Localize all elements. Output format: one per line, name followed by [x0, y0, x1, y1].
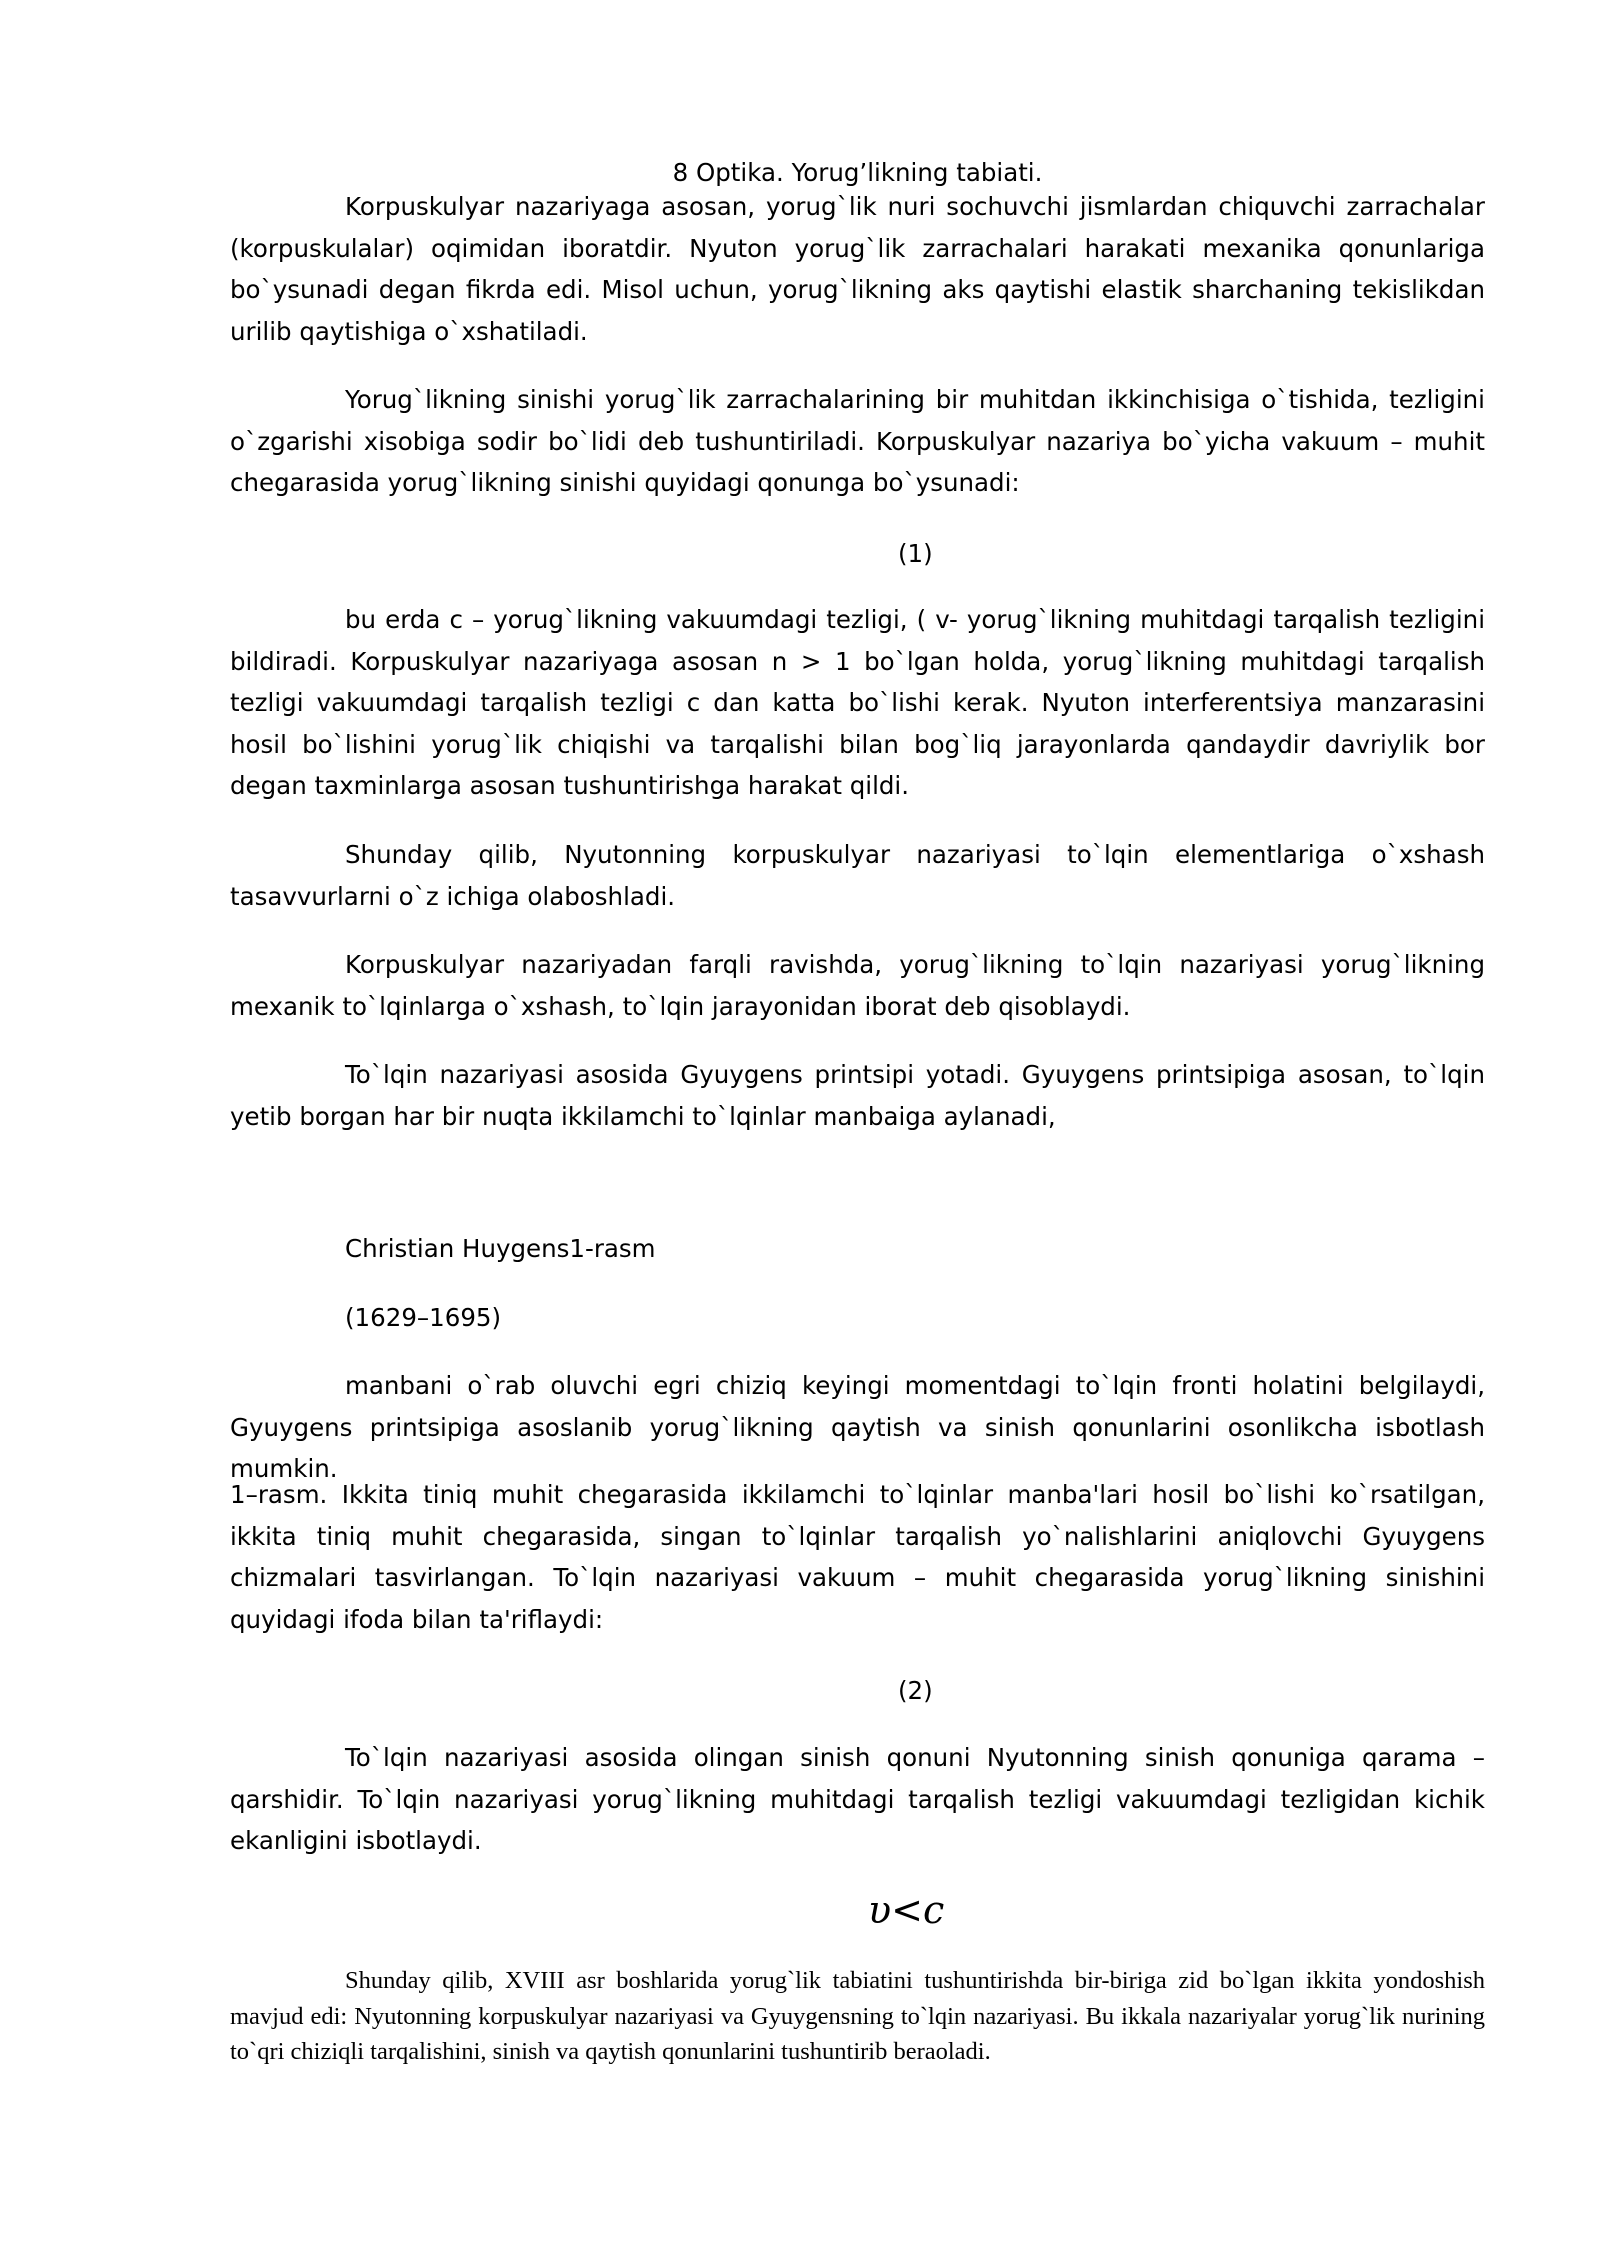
figure-caption-years: (1629–1695) — [345, 1303, 502, 1332]
figure-caption-name: Christian Huygens1-rasm — [345, 1234, 656, 1263]
paragraph-wave-refraction-law: To`lqin nazariyasi asosida olingan sinish qonuni Nyutonning sinish qonuniga qarama – qarshidir. To`lqin nazariyasi yorug`likning muhitdagi tarqalish tezligi vakuumdagi tezligidan kichik ekanligini isbotlaydi. — [230, 1743, 1485, 1855]
paragraph-figure-description: 1–rasm. Ikkita tiniq muhit chegarasida ikkilamchi to`lqinlar manba'lari hosil bo`lishi ko`rsatilgan, ikkita tiniq muhit chegarasida, singan to`lqinlar tarqalish yo`nalishlarini aniqlovchi Gyuygens chizmalari tasvirlangan. To`lqin nazariyasi vakuum – muhit chegarasida yorug`likning sinishini quyidagi ifoda bilan ta'riflaydi: — [230, 1480, 1485, 1634]
paragraph-wave-front: manbani o`rab oluvchi egri chiziq keyingi momentdagi to`lqin fronti holatini belgilaydi, Gyuygens printsipiga asoslanib yorug`likning qaytish va sinish qonunlarini osonlikcha isbotlash mumkin. — [230, 1371, 1485, 1483]
paragraph-newton-wave-elements: Shunday qilib, Nyutonning korpuskulyar nazariyasi to`lqin elementlariga o`xshash tasavvurlarni o`z ichiga olaboshladi. — [230, 840, 1485, 911]
equation-number-2: (2) — [898, 1676, 933, 1705]
paragraph-speed-of-light: bu erda c – yorug`likning vakuumdagi tezligi, ( v- yorug`likning muhitdagi tarqalish tezligini bildiradi. Korpuskulyar nazariyaga asosan n > 1 bo`lgan holda, yorug`likning muhitdagi tarqalish tezligi vakuumdagi tarqalish tezligi c dan katta bo`lishi kerak. Nyuton interferentsiya manzarasini hosil bo`lishini yorug`lik chiqishi va tarqalishi bilan bog`liq jarayonlarda qandaydir davriylik bor degan taxminlarga asosan tushuntirishga harakat qildi. — [230, 605, 1485, 800]
paragraph-huygens-principle: To`lqin nazariyasi asosida Gyuygens printsipi yotadi. Gyuygens printsipiga asosan, to`lqin yetib borgan har bir nuqta ikkilamchi to`lqinlar manbaiga aylanadi, — [230, 1060, 1485, 1131]
paragraph-refraction: Yorug`likning sinishi yorug`lik zarrachalarining bir muhitdan ikkinchisiga o`tishida, tezligini o`zgarishi xisobiga sodir bo`lidi deb tushuntiriladi. Korpuskulyar nazariya bo`yicha vakuum – muhit chegarasida yorug`likning sinishi quyidagi qonunga bo`ysunadi: — [230, 385, 1485, 497]
paragraph-conclusion: Shunday qilib, XVIII asr boshlarida yorug`lik tabiatini tushuntirishda bir-biriga zid bo`lgan ikkita yondoshish mavjud edi: Nyutonning korpuskulyar nazariyasi va Gyuygensning to`lqin nazariyasi. Bu ikkala nazariyalar yorug`lik nurining to`qri chiziqli tarqalishini, sinish va qaytish qonunlarini tushuntirib beraoladi. — [230, 1967, 1485, 2065]
paragraph-wave-theory: Korpuskulyar nazariyadan farqli ravishda, yorug`likning to`lqin nazariyasi yorug`likning mexanik to`lqinlarga o`xshash, to`lqin jarayonidan iborat deb qisoblaydi. — [230, 950, 1485, 1021]
paragraph-corpuscular-theory: Korpuskulyar nazariyaga asosan, yorug`lik nuri sochuvchi jismlardan chiquvchi zarrachalar (korpuskulalar) oqimidan iboratdir. Nyuton yorug`lik zarrachalari harakati mexanika qonunlariga bo`ysunadi degan fikrda edi. Misol uchun, yorug`likning aks qaytishi elastik sharchaning tekislikdan urilib qaytishiga o`xshatiladi. — [230, 192, 1485, 346]
page-title: 8 Optika. Yorug’likning tabiati. — [672, 158, 1043, 187]
equation-number-1: (1) — [898, 539, 933, 568]
formula-v-less-than-c: υ<c — [868, 1888, 945, 1932]
